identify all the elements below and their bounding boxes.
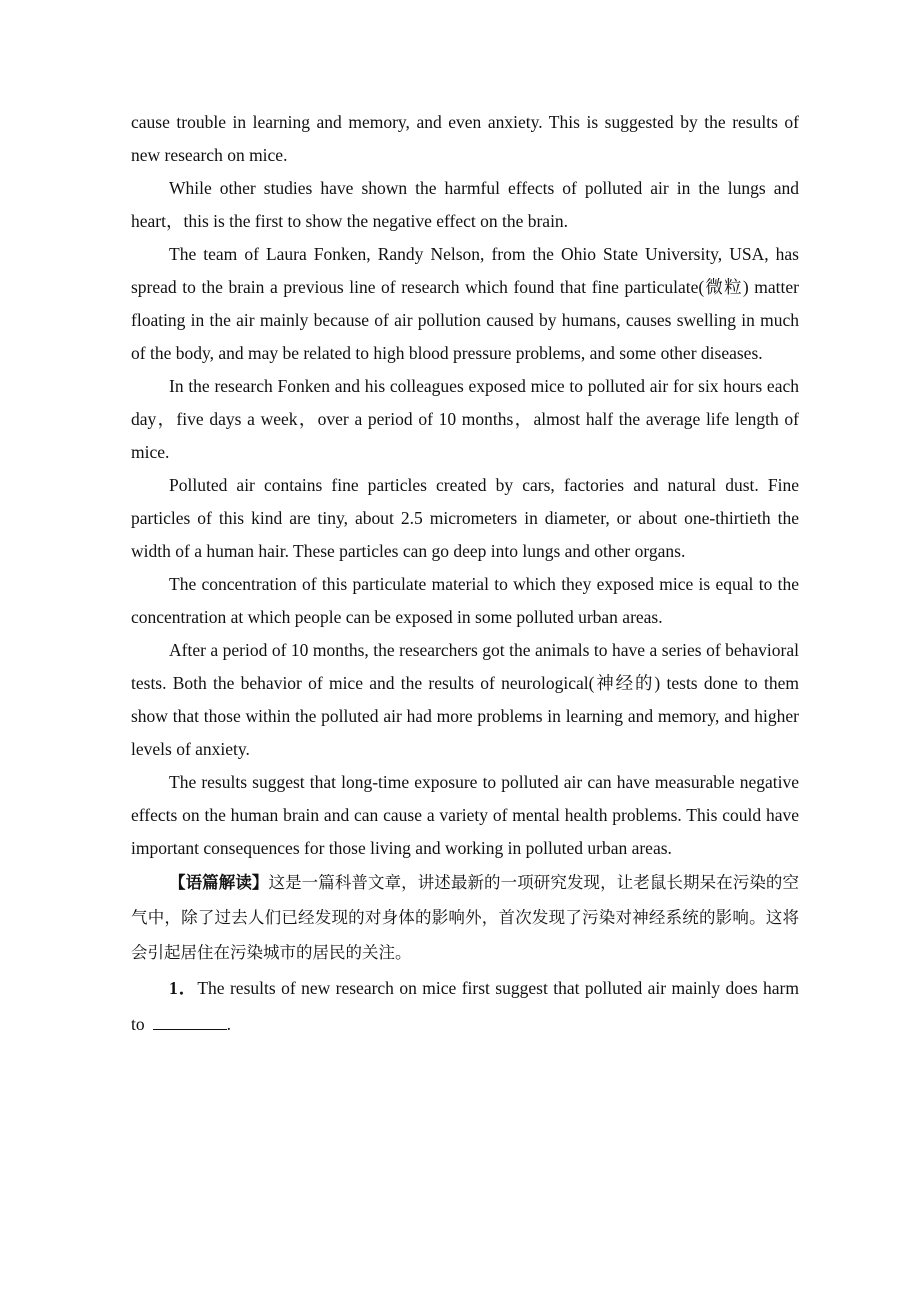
document-page [131, 106, 799, 1042]
answer-blank[interactable] [153, 1015, 227, 1030]
question-number: 1． [169, 978, 198, 998]
article-paragraph-1: cause trouble in learning and memory, and even anxiety. This is suggested by the results of new research on mice. [131, 112, 799, 165]
article-paragraph-3: The team of Laura Fonken, Randy Nelson, from the Ohio State University, USA, has spread to the brain a previous line of research which found that fine particulate(微粒) matter floating in the air mainly because of air pollution caused by humans, causes swelling in much of the body, and may be related to high blood pressure problems, and some other diseases. [131, 244, 799, 363]
article-body [131, 106, 799, 865]
analysis-text: 这是一篇科普文章，讲述最新的一项研究发现，让老鼠长期呆在污染的空气中，除了过去人们已经发现的对身体的影响外，首次发现了污染对神经系统的影响。这将会引起居住在污染城市的居民的关注。 [131, 873, 800, 962]
article-paragraph-5: Polluted air contains fine particles created by cars, factories and natural dust. Fine particles of this kind are tiny, about 2.5 micrometers in diameter, or about one-thirtieth the width of a human hair. These particles can go deep into lungs and other organs. [131, 475, 799, 561]
question-text: The results of new research on mice first suggest that polluted air mainly does harm to [131, 978, 799, 1034]
article-paragraph-8: The results suggest that long-time exposure to polluted air can have measurable negative effects on the human brain and can cause a variety of mental health problems. This could have important consequences for those living and working in polluted urban areas. [131, 772, 799, 858]
discourse-analysis [131, 865, 799, 970]
article-paragraph-2: While other studies have shown the harmful effects of polluted air in the lungs and heart，this is the first to show the negative effect on the brain. [131, 178, 799, 231]
analysis-tag: 【语篇解读】 [169, 873, 269, 892]
article-paragraph-6: The concentration of this particulate material to which they exposed mice is equal to the concentration at which people can be exposed in some polluted urban areas. [131, 574, 799, 627]
question-end: . [226, 1014, 231, 1034]
question-1 [131, 970, 799, 1042]
article-paragraph-4: In the research Fonken and his colleagues exposed mice to polluted air for six hours each day，five days a week，over a period of 10 months，almost half the average life length of mice. [131, 376, 799, 462]
article-paragraph-7: After a period of 10 months, the researchers got the animals to have a series of behavioral tests. Both the behavior of mice and the results of neurological(神经的) tests done to them show that those within the polluted air had more problems in learning and memory, and higher levels of anxiety. [131, 640, 799, 759]
